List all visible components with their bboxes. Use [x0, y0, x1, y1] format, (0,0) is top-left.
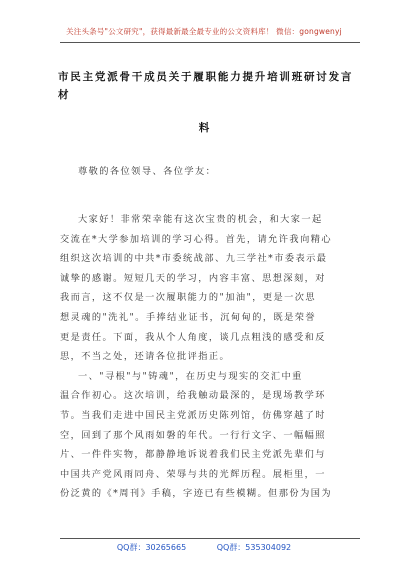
footer-divider [60, 538, 360, 539]
paragraph-line: 诚挚的感谢。短短几天的学习，内容丰富、思想深刻，对 [60, 272, 326, 284]
document-title: 市民主党派骨干成员关于履职能力提升培训班研讨发言材 [58, 71, 354, 101]
salutation: 尊敬的各位领导、各位学友： [78, 166, 217, 177]
header-note: 关注头条号"公文研究"，获得最新最全最专业的公文资料库！ 微信：gongwenyj [66, 27, 342, 36]
paragraph-line: 空，回到了那个风雨如磐的年代。一行行文字、一幅幅照 [60, 429, 326, 441]
document-title-continued: 料 [198, 122, 210, 134]
paragraph-line: 我而言，这不仅是一次履职能力的"加油"，更是一次思 [60, 292, 317, 304]
paragraph-line: 思，不当之处，还请各位批评指正。 [60, 351, 231, 363]
paragraph-line: 节。当我们走进中国民主党派历史陈列馆，仿佛穿越了时 [60, 409, 326, 421]
paragraph-line: 更是责任。下面，我从个人角度，谈几点粗浅的感受和反 [60, 331, 326, 343]
document-body [60, 210, 358, 504]
footer [0, 542, 408, 553]
paragraph-line: 中国共产党风雨同舟、荣辱与共的光辉历程。展柜里，一 [60, 468, 326, 480]
header-divider [60, 42, 360, 43]
paragraph-line: 交流在*大学参加培训的学习心得。首先，请允许我向精心 [60, 233, 332, 245]
paragraph-line: 大家好！非常荣幸能有这次宝贵的机会，和大家一起 [78, 214, 323, 225]
footer-qq-group-2: QQ群：535304092 [216, 543, 292, 552]
paragraph-line: 一、"寻根"与"铸魂"，在历史与现实的交汇中重 [78, 370, 303, 382]
paragraph-line: 想灵魂的"洗礼"。手捧结业证书，沉甸甸的，既是荣誉 [60, 311, 317, 323]
paragraph-line: 片、一件件实物，都静静地诉说着我们民主党派先辈们与 [60, 449, 326, 461]
paragraph-line: 温合作初心。这次培训，给我触动最深的，是现场教学环 [60, 390, 326, 402]
paragraph-line: 份泛黄的《*周刊》手稿，字迹已有些模糊。但那份为国为 [60, 488, 332, 500]
paragraph-line: 组织这次培训的中共*市委统战部、九三学社*市委表示最 [60, 253, 328, 265]
footer-qq-group-1: QQ群：30265665 [116, 543, 187, 552]
